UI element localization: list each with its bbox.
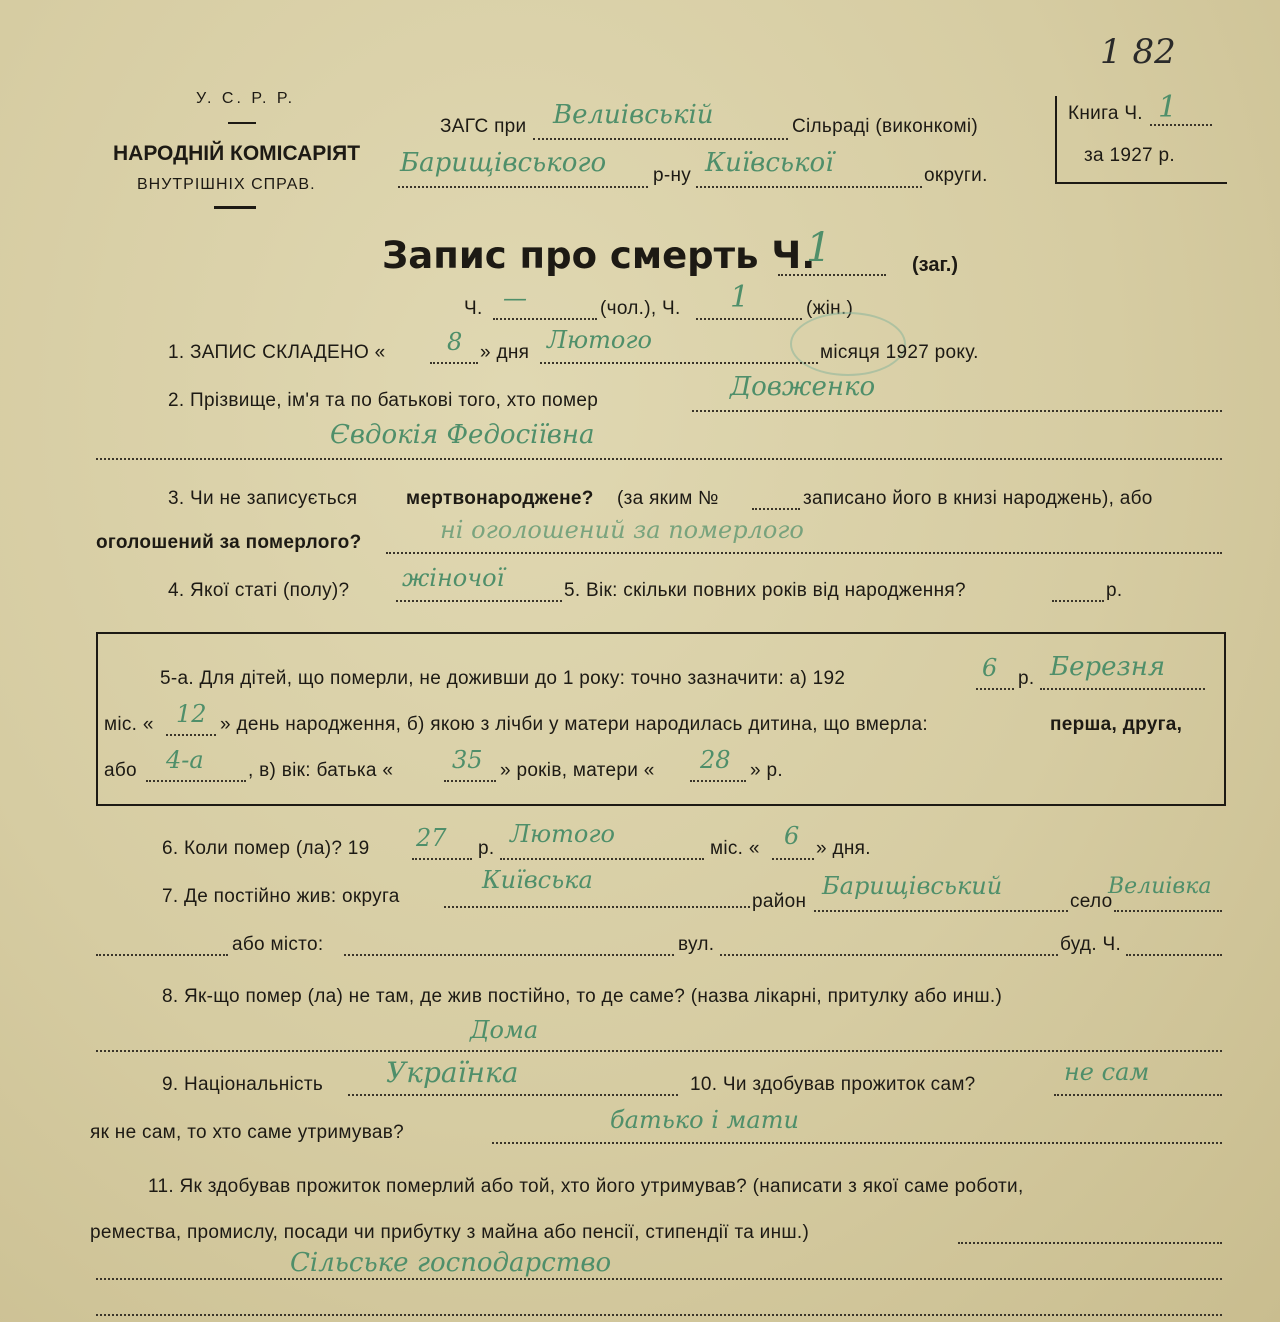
district-handwritten: Барищівського xyxy=(400,148,607,178)
ch-label: Ч. xyxy=(464,298,483,319)
fill-line xyxy=(696,318,802,320)
fill-line xyxy=(720,954,1058,956)
q5a-order-handwritten: 4-а xyxy=(166,746,204,774)
q6-label: 6. Коли помер (ла)? 19 xyxy=(162,838,370,859)
fill-line xyxy=(396,600,562,602)
q5a-parents-age-label: , в) вік: батька « xyxy=(248,760,394,781)
q6-mis-label: міс. « xyxy=(710,838,760,859)
q10-label: 10. Чи здобував прожиток сам? xyxy=(690,1074,976,1095)
q8-label: 8. Як-що помер (ла) не там, де жив постійно, то де саме? (назва лікарні, притулку або инш.) xyxy=(162,986,1003,1007)
q3-number-label: (за яким № xyxy=(617,488,719,509)
q1-day-label: » дня xyxy=(480,342,530,363)
archive-number: 1 82 xyxy=(1100,32,1176,72)
q11-label-cont: ремества, промислу, посади чи прибутку з майна або пенсії, стипендії та инш.) xyxy=(90,1222,810,1243)
q3-registered-label: записано його в книзі народжень), або xyxy=(803,488,1153,509)
q5a-mother-age-label: » років, матери « xyxy=(500,760,655,781)
fill-line xyxy=(398,186,648,188)
chol-label: (чол.), Ч. xyxy=(600,298,681,319)
q5a-year-handwritten: 6 xyxy=(982,654,998,682)
q3-declared-dead: оголошений за померлого? xyxy=(96,532,362,553)
fill-line xyxy=(814,910,1068,912)
divider xyxy=(228,122,256,124)
q6-month-handwritten: Лютого xyxy=(510,820,615,848)
fill-line xyxy=(492,1142,1222,1144)
divider xyxy=(214,206,256,209)
fill-line xyxy=(1052,600,1104,602)
fill-line xyxy=(692,410,1222,412)
fill-line xyxy=(778,274,886,276)
q10-answer-handwritten: не сам xyxy=(1064,1058,1150,1086)
q5a-day-handwritten: 12 xyxy=(176,700,207,728)
fill-line xyxy=(752,508,800,510)
q5a-father-age-handwritten: 35 xyxy=(452,746,483,774)
q6-day-handwritten: 6 xyxy=(784,822,800,850)
zags-label: ЗАГС при xyxy=(440,116,527,137)
q10-supporter-label: як не сам, то хто саме утримував? xyxy=(90,1122,405,1143)
fill-line xyxy=(96,458,1222,460)
ussr-label: У. С. Р. Р. xyxy=(196,90,296,107)
q9-label: 9. Національність xyxy=(162,1074,324,1095)
book-label: Книга Ч. xyxy=(1068,103,1143,124)
female-count-handwritten: 1 xyxy=(730,280,750,315)
fill-line xyxy=(1040,688,1205,690)
q1-month-handwritten: Лютого xyxy=(547,326,652,354)
q8-place-handwritten: Дома xyxy=(470,1016,539,1044)
q7-label: 7. Де постійно жив: округа xyxy=(162,886,400,907)
book-number-handwritten: 1 xyxy=(1158,90,1178,125)
fill-line xyxy=(1114,910,1222,912)
record-number-handwritten: 1 xyxy=(806,225,832,271)
fill-line xyxy=(166,734,216,736)
q10-supporter-handwritten: батько і мати xyxy=(610,1106,799,1134)
fill-line xyxy=(96,1050,1222,1052)
fill-line xyxy=(500,858,704,860)
q11-label: 11. Як здобував прожиток померлий або той, хто його утримував? (написати з якої саме роботи, xyxy=(148,1176,1024,1197)
q1-day-handwritten: 8 xyxy=(447,328,463,356)
q5a-birthday-label: » день народження, б) якою з лічби у матери народилась дитина, що вмерла: xyxy=(220,714,928,735)
q5a-first-second: перша, друга, xyxy=(1050,714,1183,735)
fill-line xyxy=(348,1094,678,1096)
zag-label: (заг.) xyxy=(912,254,959,276)
fill-line xyxy=(146,780,246,782)
q7-selo-label: село xyxy=(1070,891,1113,912)
q11-occupation-handwritten: Сільське господарство xyxy=(290,1248,612,1278)
fill-line xyxy=(1126,954,1222,956)
fill-line xyxy=(958,1242,1222,1244)
q7-okrug-handwritten: Київська xyxy=(482,866,593,894)
q5a-abo-label: або xyxy=(104,760,137,781)
q4-label: 4. Якої статі (полу)? xyxy=(168,580,350,601)
department-label: ВНУТРІШНІХ СПРАВ. xyxy=(137,176,316,193)
q5a-mis-label: міс. « xyxy=(104,714,154,735)
q1-label: 1. ЗАПИС СКЛАДЕНО « xyxy=(168,342,386,363)
fill-line xyxy=(772,858,814,860)
q5a-label: 5-а. Для дітей, що померли, не доживши до 1 року: точно зазначити: а) 192 xyxy=(160,668,846,689)
zhin-label: (жін.) xyxy=(806,298,854,319)
q7-bud-label: буд. Ч. xyxy=(1060,934,1122,955)
fill-line xyxy=(493,318,597,320)
q6-year-handwritten: 27 xyxy=(416,824,447,852)
okrug-handwritten: Київської xyxy=(705,148,834,178)
q5a-month-handwritten: Березня xyxy=(1050,652,1166,682)
silrada-label: Сільраді (виконкомі) xyxy=(792,116,978,137)
fill-line xyxy=(412,858,472,860)
ministry-title: НАРОДНІЙ КОМІСАРІЯТ xyxy=(113,142,361,165)
q6-day-label: » дня. xyxy=(816,838,871,859)
rnu-label: р-ну xyxy=(653,165,692,186)
male-count-handwritten: — xyxy=(503,284,527,312)
fill-line xyxy=(386,552,1222,554)
q6-r-label: р. xyxy=(478,838,495,859)
document-title: Запис про смерть Ч. xyxy=(382,234,816,277)
book-year: за 1927 р. xyxy=(1084,145,1175,166)
fill-line xyxy=(344,954,674,956)
fill-line xyxy=(696,186,922,188)
q7-misto-label: або місто: xyxy=(232,934,324,955)
q2-surname-handwritten: Довженко xyxy=(730,372,876,402)
fill-line xyxy=(444,780,496,782)
q4-sex-handwritten: жіночої xyxy=(402,564,505,592)
fill-line xyxy=(540,362,818,364)
okrugy-label: округи. xyxy=(924,165,988,186)
fill-line xyxy=(976,688,1014,690)
q2-name-handwritten: Євдокія Федосіївна xyxy=(330,420,595,450)
q5a-r-label: р. xyxy=(1018,668,1035,689)
q5-r-label: р. xyxy=(1106,580,1123,601)
fill-line xyxy=(96,1278,1222,1280)
q3-answer-handwritten: ні оголошений за померлого xyxy=(440,516,804,544)
fill-line xyxy=(444,906,750,908)
q5a-r-label: » р. xyxy=(750,760,783,781)
q7-selo-handwritten: Велиівка xyxy=(1108,874,1212,899)
village-council-handwritten: Велиівській xyxy=(553,100,714,130)
q3-label: 3. Чи не записується xyxy=(168,488,358,509)
q9-nationality-handwritten: Українка xyxy=(386,1056,519,1089)
q2-label: 2. Прізвище, ім'я та по батькові того, хто помер xyxy=(168,390,599,411)
fill-line xyxy=(690,780,746,782)
fill-line xyxy=(1054,1094,1222,1096)
q7-rayon-handwritten: Барищівський xyxy=(822,872,1003,900)
q3-stillborn: мертвонароджене? xyxy=(406,488,594,509)
q5-label: 5. Вік: скільки повних років від народження? xyxy=(564,580,966,601)
fill-line xyxy=(96,954,228,956)
fill-line xyxy=(96,1314,1222,1316)
q1-month-label: місяця 1927 року. xyxy=(820,342,979,363)
q7-rayon-label: район xyxy=(752,891,807,912)
q7-vul-label: вул. xyxy=(678,934,715,955)
fill-line xyxy=(533,138,788,140)
q5a-mother-age-handwritten: 28 xyxy=(700,746,731,774)
fill-line xyxy=(430,362,478,364)
